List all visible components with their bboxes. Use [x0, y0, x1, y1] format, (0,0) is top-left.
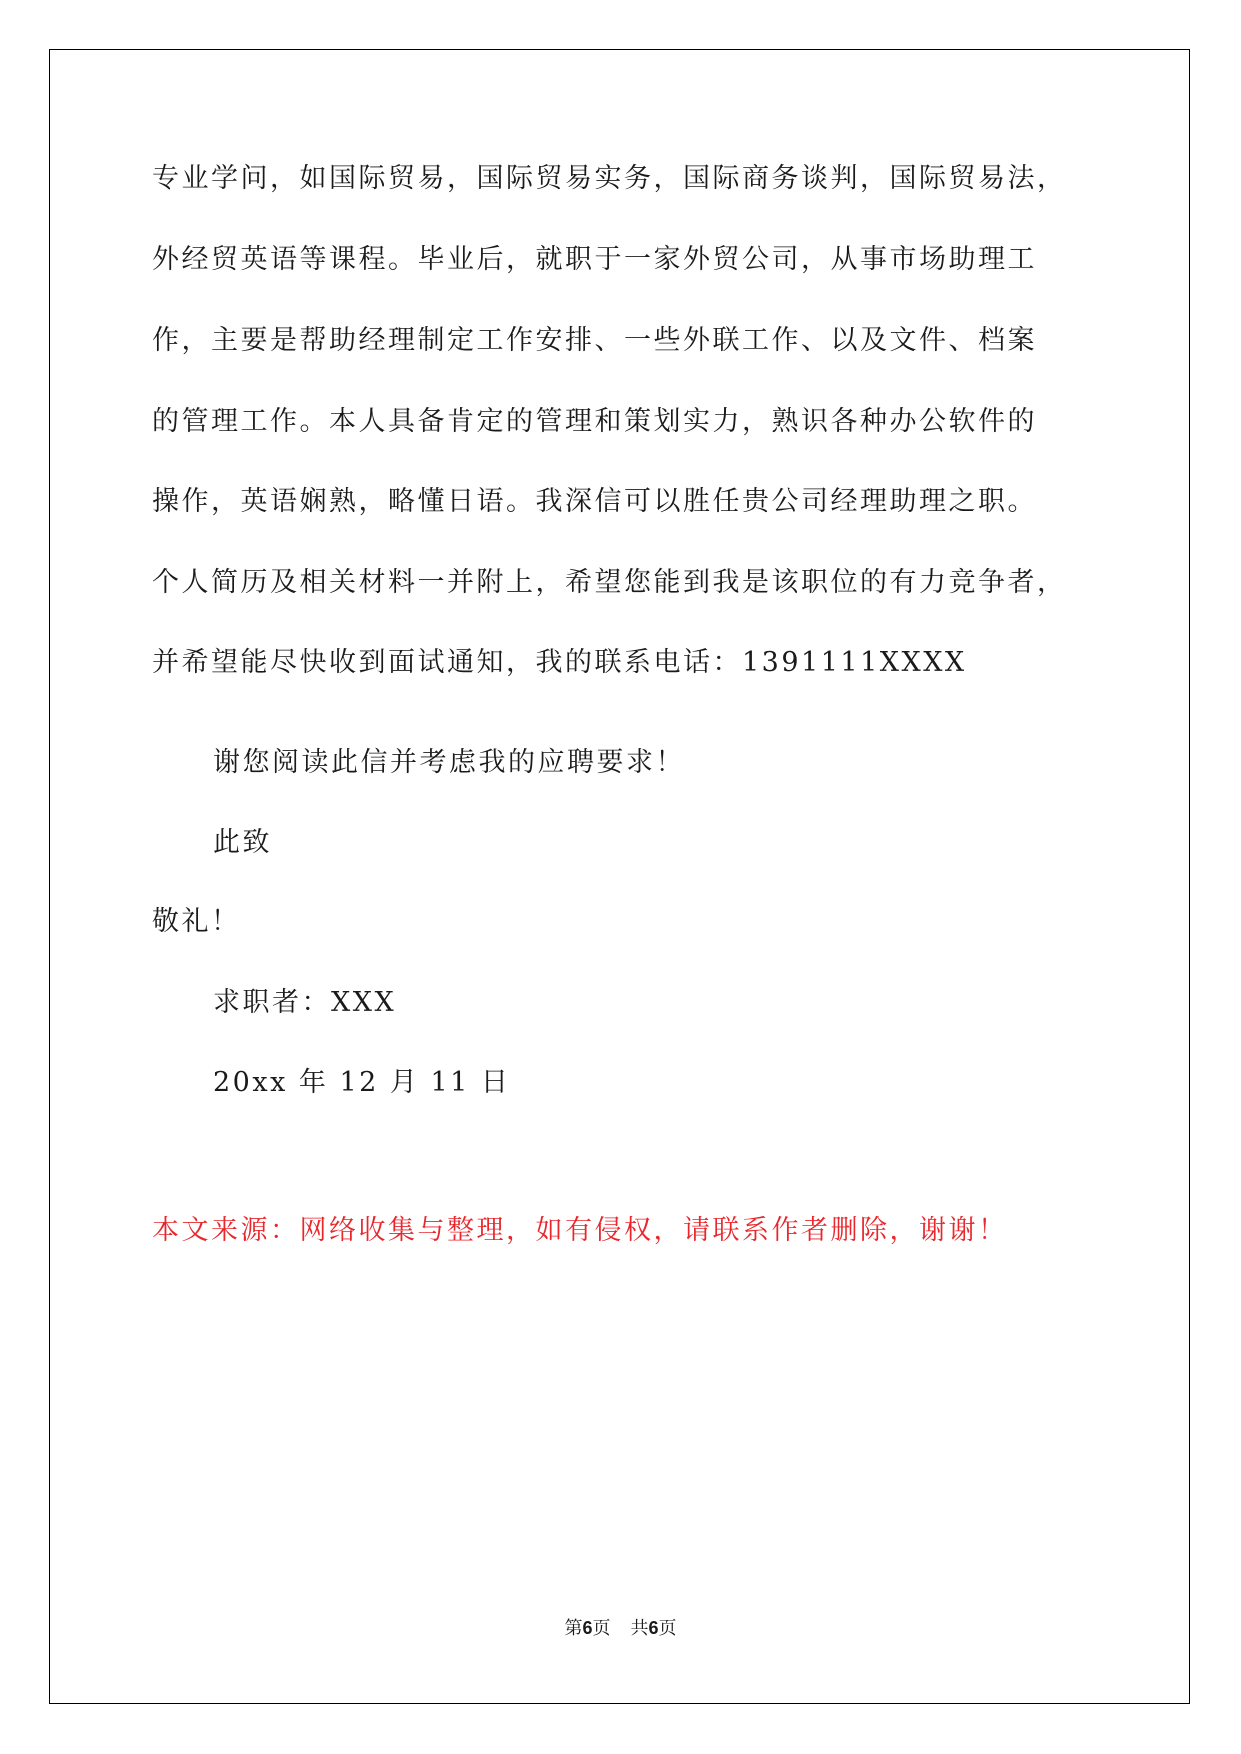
total-prefix: 共 — [630, 1618, 649, 1639]
letter-line-2: 外经贸英语等课程。毕业后，就职于一家外贸公司，从事市场助理工 — [152, 244, 1037, 275]
letter-line-4: 的管理工作。本人具备肯定的管理和策划实力，熟识各种办公软件的 — [152, 406, 1037, 437]
letter-line-1: 专业学问，如国际贸易，国际贸易实务，国际商务谈判，国际贸易法， — [152, 163, 1067, 194]
page-current: 6 — [582, 1618, 593, 1638]
source-note: 本文来源：网络收集与整理，如有侵权，请联系作者删除，谢谢！ — [152, 1215, 1008, 1246]
page-prefix: 第 — [564, 1618, 583, 1639]
letter-line-3: 作，主要是帮助经理制定工作安排、一些外联工作、以及文件、档案 — [152, 325, 1037, 356]
page-total: 6 — [648, 1618, 659, 1638]
letter-line-7: 并希望能尽快收到面试通知，我的联系电话：1391111XXXX — [152, 647, 967, 678]
letter-line-5: 操作，英语娴熟，略懂日语。我深信可以胜任贵公司经理助理之职。 — [152, 486, 1037, 517]
page-suffix: 页 — [592, 1618, 611, 1639]
salute-line: 敬礼！ — [152, 906, 241, 937]
applicant-line: 求职者：XXX — [213, 987, 397, 1018]
closing-line: 此致 — [213, 827, 272, 858]
date-line: 20xx 年 12 月 11 日 — [213, 1067, 511, 1098]
total-suffix: 页 — [658, 1618, 677, 1639]
page-footer — [0, 1616, 1241, 1641]
letter-line-6: 个人简历及相关材料一并附上，希望您能到我是该职位的有力竞争者， — [152, 567, 1067, 598]
page-border — [49, 49, 1190, 1704]
thanks-line: 谢您阅读此信并考虑我的应聘要求！ — [213, 747, 685, 778]
